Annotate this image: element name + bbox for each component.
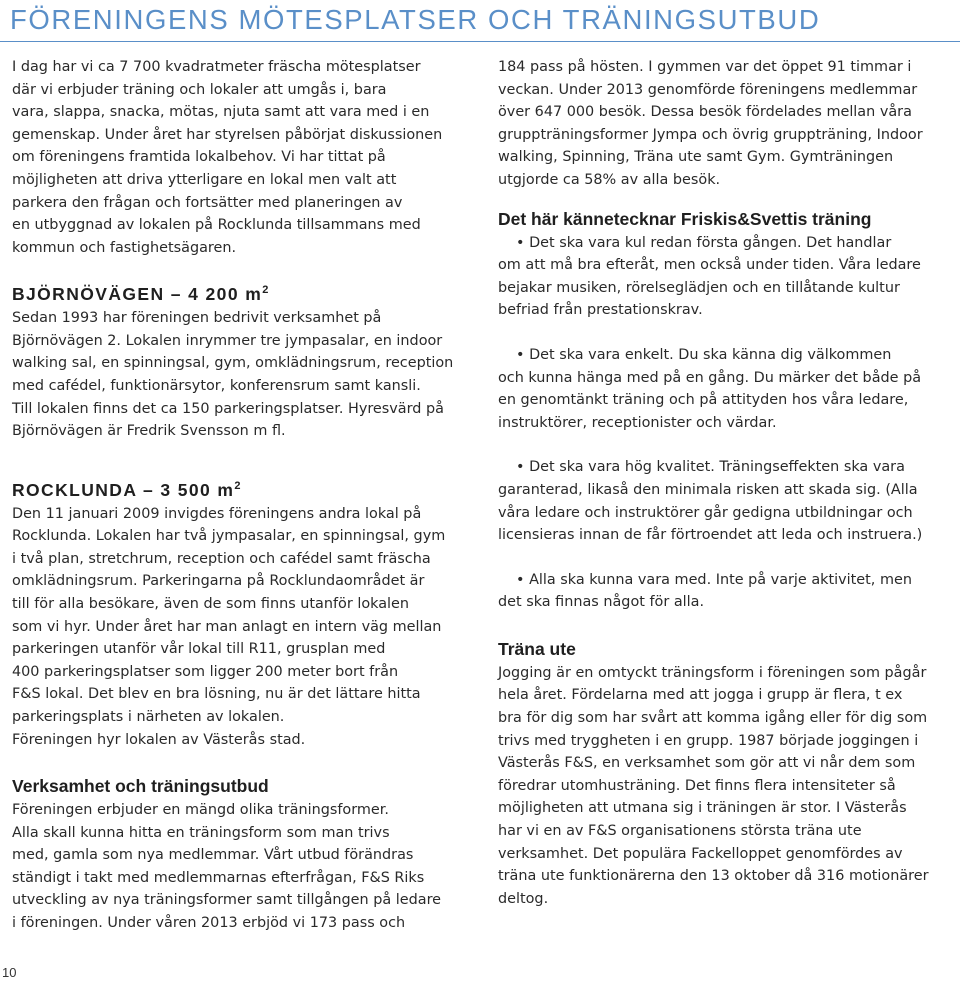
text-line: träna ute funktionärerna den 13 oktober då 316 motionärer	[498, 868, 929, 885]
text-line: hela året. Fördelarna med att jogga i grupp är flera, t ex	[498, 687, 903, 704]
text-line: parkeringen utanför vår lokal till R11, grusplan med	[12, 641, 386, 658]
text-line: vara, slappa, snacka, mötas, njuta samt att vara med i en	[12, 104, 430, 121]
rocklunda-heading-sup: 2	[234, 479, 241, 492]
text-line: Alla skall kunna hitta en träningsform som man trivs	[12, 824, 390, 841]
text-line: som vi hyr. Under året har man anlagt en intern väg mellan	[12, 618, 442, 635]
rocklunda-heading-text: ROCKLUNDA – 3 500 m	[12, 479, 235, 500]
bullet-item	[498, 569, 948, 614]
text-line: en genomtänkt träning och på attityden hos våra ledare,	[498, 392, 909, 409]
text-line: Den 11 januari 2009 invigdes föreningens andra lokal på	[12, 505, 422, 522]
text-line: parkeringsplats i närheten av lokalen.	[12, 708, 285, 725]
text-line: utgjorde ca 58% av alla besök.	[498, 171, 721, 188]
title-rule	[0, 41, 960, 42]
text-line: utveckling av nya träningsformer samt tillgången på ledare	[12, 892, 442, 909]
text-line: 184 pass på hösten. I gymmen var det öppet 91 timmar i	[498, 59, 912, 75]
kannetecknar-heading: Det här kännetecknar Friskis&Svettis träning	[498, 208, 872, 229]
text-line: bra för dig som har svårt att komma igång eller för dig som	[498, 710, 928, 727]
text-line: i två plan, stretchrum, reception och cafédel samt fräscha	[12, 550, 431, 567]
text-line: till för alla besökare, även de som finns utanför lokalen	[12, 595, 410, 612]
intro-paragraph	[12, 56, 484, 259]
text-line: har vi en av F&S organisationens största träna ute	[498, 823, 862, 840]
text-line: Föreningen hyr lokalen av Västerås stad.	[12, 731, 306, 748]
text-line: det ska finnas något för alla.	[498, 594, 705, 611]
left-column	[12, 56, 484, 935]
text-line: Föreningen erbjuder en mängd olika träningsformer.	[12, 802, 389, 819]
text-line: Björnövägen är Fredrik Svensson m fl.	[12, 423, 286, 440]
verksamhet-heading: Verksamhet och träningsutbud	[12, 776, 269, 797]
text-line: F&S lokal. Det blev en bra lösning, nu är det lättare hitta	[12, 686, 421, 703]
bullet-line: • Alla ska kunna vara med. Inte på varje aktivitet, men	[516, 571, 912, 588]
bullet-item	[498, 456, 948, 546]
bullet-item	[498, 344, 948, 434]
text-line: licensieras innan de får förtroendet att leda och instruera.)	[498, 527, 923, 544]
text-line: parkera den frågan och fortsätter med planeringen av	[12, 194, 403, 211]
text-line: Västerås F&S, en verksamhet som gör att vi når dem som	[498, 755, 916, 772]
text-line: walking, Spinning, Träna ute samt Gym. Gymträningen	[498, 149, 894, 166]
bjornvagen-heading	[12, 277, 484, 307]
trana-ute-heading: Träna ute	[498, 638, 576, 659]
text-line: en utbyggnad av lokalen på Rocklunda tillsammans med	[12, 217, 421, 234]
text-line: Till lokalen finns det ca 150 parkeringsplatser. Hyresvärd på	[12, 400, 444, 417]
text-line: våra ledare och instruktörer går gedigna utbildningar och	[498, 504, 913, 521]
verksamhet-paragraph	[12, 799, 484, 935]
text-line: walking sal, en spinningsal, gym, omklädningsrum, reception	[12, 355, 454, 372]
text-line: veckan. Under 2013 genomförde föreningens medlemmar	[498, 81, 918, 98]
text-line: garanterad, likaså den minimala risken att skada sig. (Alla	[498, 481, 918, 498]
text-line: i föreningen. Under våren 2013 erbjöd vi 173 pass och	[12, 915, 406, 932]
text-line: med cafédel, funktionärsytor, konferensrum samt kansli.	[12, 377, 421, 394]
page-number: 10	[2, 965, 17, 980]
text-line: med, gamla som nya medlemmar. Vårt utbud förändras	[12, 847, 414, 864]
text-line: deltog.	[498, 890, 549, 907]
trana-ute-paragraph	[498, 662, 948, 911]
text-line: ständigt i takt med medlemmarnas efterfrågan, F&S Riks	[12, 869, 425, 886]
rocklunda-paragraph	[12, 503, 484, 752]
bullet-item	[498, 232, 948, 322]
text-line: där vi erbjuder träning och lokaler att umgås i, bara	[12, 81, 387, 98]
text-line: över 647 000 besök. Dessa besök fördelades mellan våra	[498, 104, 912, 121]
text-line: kommun och fastighetsägaren.	[12, 239, 237, 256]
text-line: 400 parkeringsplatser som ligger 200 meter bort från	[12, 663, 399, 680]
bjornvagen-heading-sup: 2	[262, 284, 269, 297]
right-column	[498, 56, 948, 910]
text-line: och kunna hänga med på en gång. Du märker det både på	[498, 369, 922, 386]
text-line: Sedan 1993 har föreningen bedrivit verksamhet på	[12, 310, 382, 327]
text-line: om att må bra efteråt, men också under tiden. Våra ledare	[498, 257, 921, 274]
text-line: Rocklunda. Lokalen har två jympasalar, en spinningsal, gym	[12, 528, 446, 545]
bjornvagen-heading-text: BJÖRNÖVÄGEN – 4 200 m	[12, 284, 263, 305]
text-line: befriad från prestationskrav.	[498, 302, 703, 319]
text-line: instruktörer, receptionister och värdar.	[498, 414, 777, 431]
text-line: möjligheten att driva ytterligare en lokal men valt att	[12, 171, 397, 188]
bjornvagen-paragraph	[12, 307, 484, 443]
text-line: möjligheten att utmana sig i träningen är stor. I Västerås	[498, 800, 907, 817]
text-line: föredrar utomhusträning. Det finns flera intensiteter så	[498, 777, 896, 794]
text-line: gemenskap. Under året har styrelsen påbörjat diskussionen	[12, 126, 443, 143]
text-line: om föreningens framtida lokalbehov. Vi har tittat på	[12, 149, 386, 166]
rocklunda-heading	[12, 473, 484, 503]
text-line: I dag har vi ca 7 700 kvadratmeter fräscha mötesplatser	[12, 59, 421, 75]
bullet-line: • Det ska vara hög kvalitet. Träningseffekten ska vara	[516, 459, 905, 476]
bullet-line: • Det ska vara enkelt. Du ska känna dig välkommen	[516, 346, 892, 363]
text-line: gruppträningsformer Jympa och övrig gruppträning, Indoor	[498, 126, 923, 143]
text-line: verksamhet. Det populära Fackelloppet genomfördes av	[498, 845, 903, 862]
bullet-line: • Det ska vara kul redan första gången. Det handlar	[516, 234, 892, 251]
text-line: trivs med tryggheten i en grupp. 1987 började joggingen i	[498, 732, 919, 749]
text-line: Björnövägen 2. Lokalen inrymmer tre jympasalar, en indoor	[12, 332, 443, 349]
text-line: bejakar musiken, rörelseglädjen och en tillåtande kultur	[498, 279, 900, 296]
text-line: Jogging är en omtyckt träningsform i föreningen som pågår	[498, 664, 927, 681]
continuation-paragraph	[498, 56, 948, 192]
page-title: FÖRENINGENS MÖTESPLATSER OCH TRÄNINGSUTBUD	[10, 4, 821, 35]
text-line: omklädningsrum. Parkeringarna på Rocklundaområdet är	[12, 573, 425, 590]
